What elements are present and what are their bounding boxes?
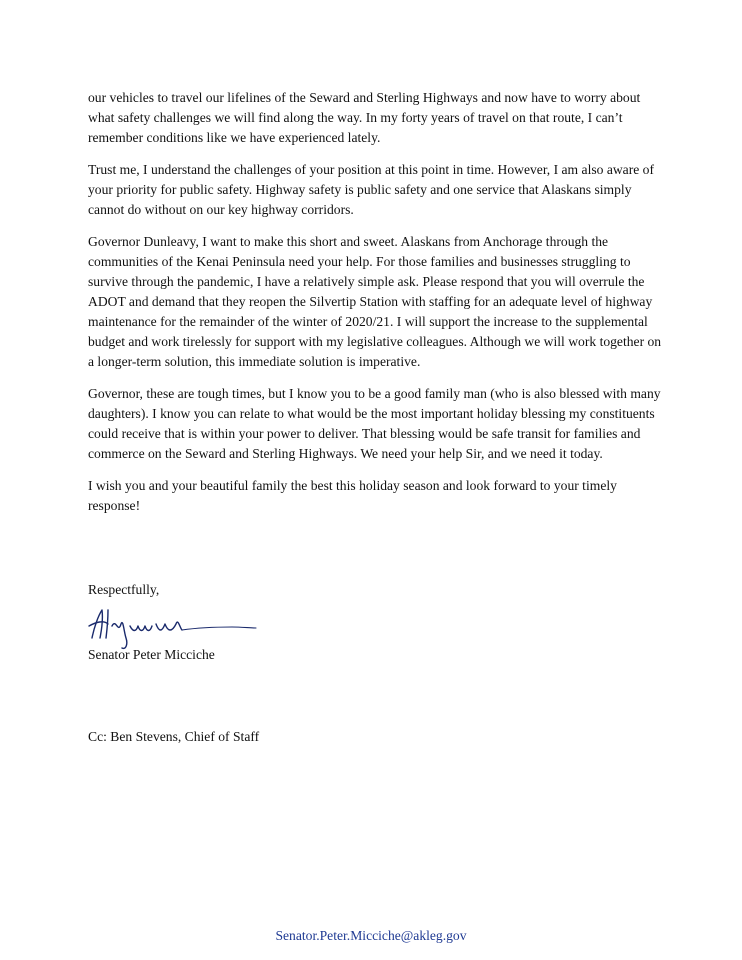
letter-body (88, 88, 666, 528)
signer-name: Senator Peter Micciche (88, 647, 215, 662)
footer-email-link[interactable]: Senator.Peter.Micciche@akleg.gov (275, 928, 467, 943)
paragraph-tough-times: Governor, these are tough times, but I know you to be a good family man (who is also blessed with many daughters). I know you can relate to what would be the most important holiday blessing my constituents could receive that is within your power to deliver. That blessing would be safe transit for families and commerce on the Seward and Sterling Highways. We need your help Sir, and we need it today. (88, 386, 661, 461)
paragraph-holiday-wish: I wish you and your beautiful family the best this holiday season and look forward to your timely response! (88, 478, 617, 513)
paragraph-governor-dunleavy: Governor Dunleavy, I want to make this short and sweet. Alaskans from Anchorage through the communities of the Kenai Peninsula need your help. For those families and businesses struggling to survive through the pandemic, I have a relatively simple ask. Please respond that you will overrule the ADOT and demand that they reopen the Silvertip Station with staffing for an adequate level of highway maintenance for the remainder of the winter of 2020/21. I will support the increase to the supplemental budget and work tirelessly for support with my legislative colleagues. Although we will work together on a longer-term solution, this immediate solution is imperative. (88, 234, 662, 369)
closing-salutation: Respectfully, (88, 582, 160, 597)
cc-line: Cc: Ben Stevens, Chief of Staff (88, 729, 260, 744)
handwritten-signature (86, 604, 266, 650)
paragraph-trust-me: Trust me, I understand the challenges of your position at this point in time. However, I am also aware of your priority for public safety. Highway safety is public safety and one service that Alaskans simply cannot do without on our key highway corridors. (88, 162, 654, 217)
paragraph-vehicles: our vehicles to travel our lifelines of the Seward and Sterling Highways and now have to worry about what safety challenges we will find along the way. In my forty years of travel on that route, I can’t remember conditions like we have experienced lately. (88, 90, 641, 145)
